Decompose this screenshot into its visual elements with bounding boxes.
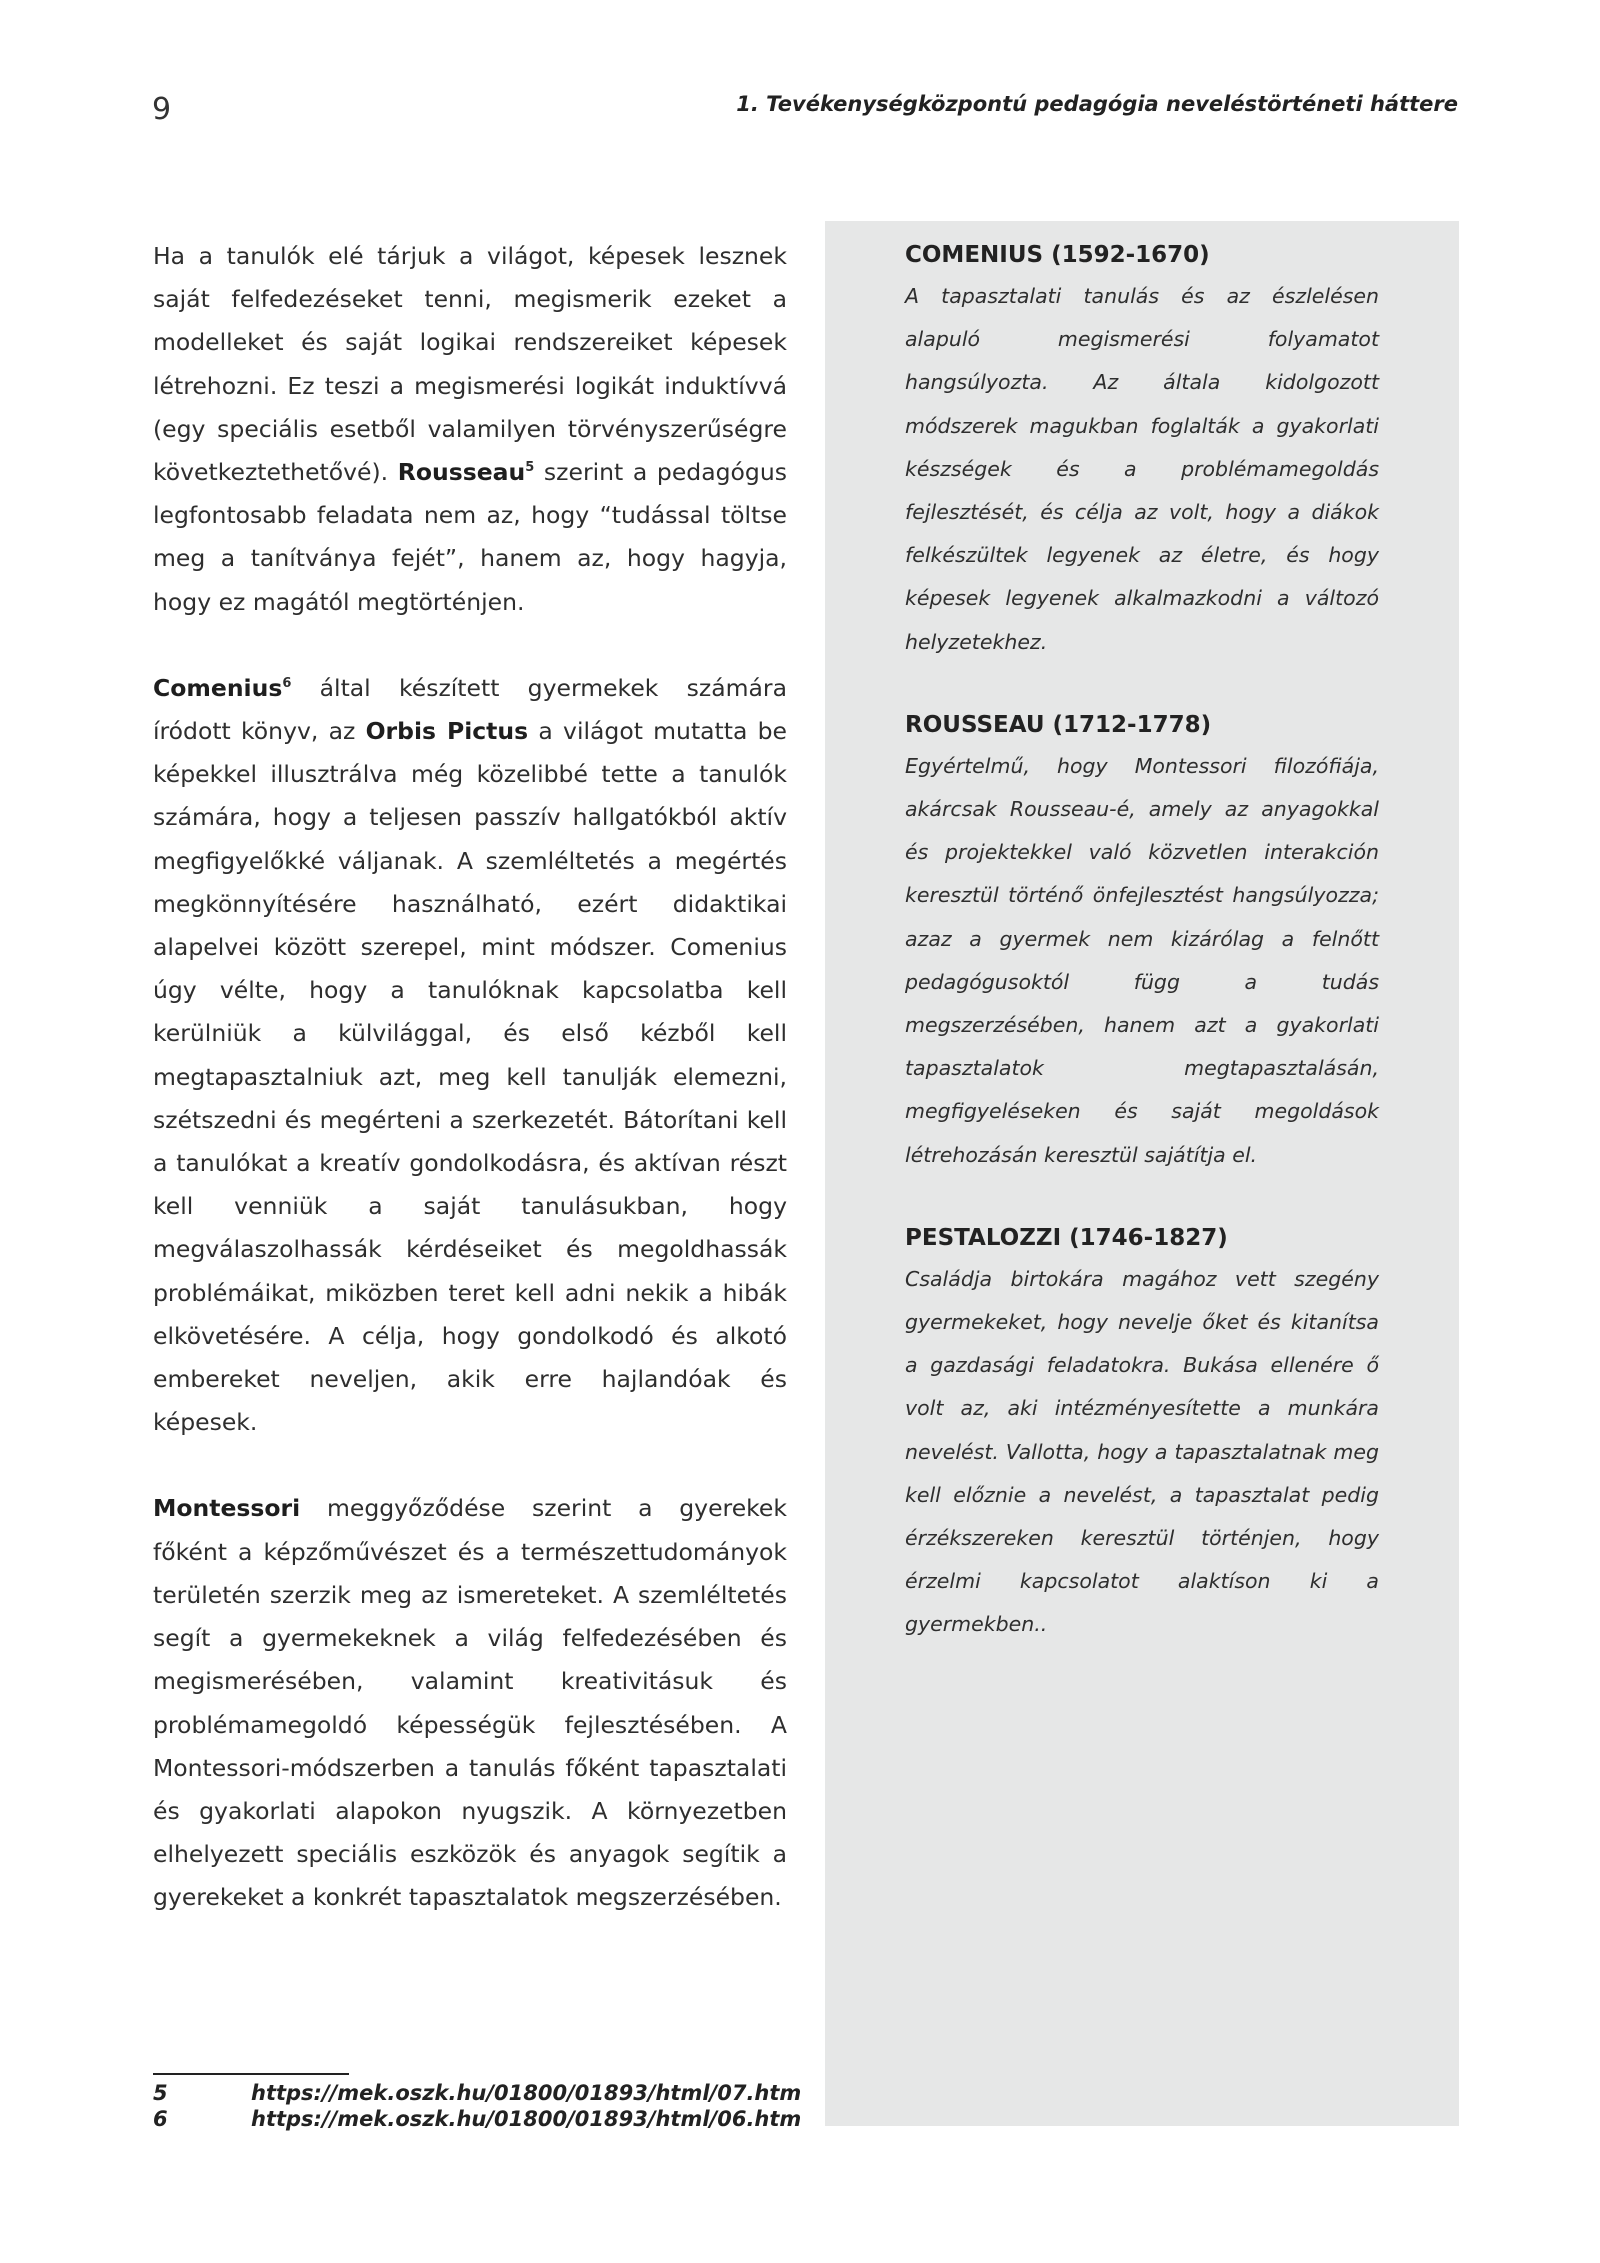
paragraph-text: Ha a tanulók elé tárjuk a világot, képesek lesznek saját felfedezéseket tenni, megismerik ezeket a modelleket és saját logikai rendszereiket képesek létrehozni. Ez teszi a megismerési logikát induktívvá (egy speciális esetből valamilyen törvényszerűségre következtethetővé). (153, 242, 787, 487)
footnote-ref[interactable]: 5 (525, 460, 535, 476)
footnote-item (153, 2080, 801, 2106)
book-title: Orbis Pictus (365, 717, 529, 746)
sidebar-title-rousseau: ROUSSEAU (1712-1778) (905, 711, 1212, 738)
footnote-link[interactable]: https://mek.oszk.hu/01800/01893/html/06.htm (251, 2107, 802, 2131)
sidebar-text-rousseau: Egyértelmű, hogy Montessori filozófiája, akárcsak Rousseau-é, amely az anyagokkal és projektekkel való közvetlen interakción keresztül történő önfejlesztést hangsúlyozza; azaz a gyermek nem kizárólag a felnőtt pedagógusoktól függ a tudás megszerzésében, hanem azt a gyakorlati tapasztalatok megtapasztalásán, megfigyeléseken és saját megoldások létrehozásán keresztül sajátítja el. (905, 753, 1379, 1167)
sidebar-box (825, 221, 1459, 2126)
name-rousseau: Rousseau (397, 458, 526, 487)
footnote-number: 6 (153, 2107, 168, 2131)
footnote-item (153, 2106, 801, 2132)
paragraph-induction (153, 235, 787, 624)
sidebar-title-comenius: COMENIUS (1592-1670) (905, 242, 1210, 268)
paragraph-text: által készített gyermekek számára íródott könyv, az (153, 673, 787, 746)
paragraph-montessori (153, 1487, 787, 1919)
sidebar-text-pestalozzi: Családja birtokára magához vett szegény gyermekeket, hogy nevelje őket és kitanítsa a gazdasági feladatokra. Bukása ellenére ő volt az, aki intézményesítette a munkára nevelést. Vallotta, hogy a tapasztalatnak meg kell előznie a nevelést, a tapasztalat pedig érzékszereken keresztül történjen, hogy érzelmi kapcsolatot alaktíson ki a gyermekben.. (905, 1266, 1379, 1637)
footnote-ref[interactable]: 6 (282, 675, 292, 691)
footnotes (153, 2080, 801, 2132)
footnote-number: 5 (153, 2081, 168, 2105)
footnote-divider (153, 2073, 349, 2075)
paragraph-text: meggyőződése szerint a gyerekek főként a képzőművészet és a természettudományok területén szerzik meg az ismereteket. A szemléltetés segít a gyermekeknek a világ felfedezésében és megismerésében, valamint kreativitásuk és problémamegoldó képességük fejlesztésében. A Montessori-módszerben a tanulás főként tapasztalati és gyakorlati alapokon nyugszik. A környezetben elhelyezett speciális eszközök és anyagok segítik a gyerekeket a konkrét tapasztalatok megszerzésében. (153, 1494, 787, 1912)
name-comenius: Comenius (153, 673, 283, 702)
footnote-link[interactable]: https://mek.oszk.hu/01800/01893/html/07.htm (251, 2081, 802, 2105)
paragraph-text: a világot mutatta be képekkel illusztrálva még közelibbé tette a tanulók számára, hogy a teljesen passzív hallgatókból aktív megfigyelőkké váljanak. A szemléltetés a megértés megkönnyítésére használható, ezért didaktikai alapelvei között szerepel, mint módszer. Comenius úgy vélte, hogy a tanulóknak kapcsolatba kell kerülniük a külvilággal, és első kézből kell megtapasztalniuk azt, meg kell tanulják elemezni, szétszedni és megérteni a szerkezetét. Bátorítani kell a tanulókat a kreatív gondolkodásra, és aktívan részt kell venniük a saját tanulásukban, hogy megválaszolhassák kérdéseiket és megoldhassák problémáikat, miközben teret kell adni nekik a hibák elkövetésére. A célja, hogy gondolkodó és alkotó embereket neveljen, akik erre hajlandóak és képesek. (153, 717, 788, 1437)
name-montessori: Montessori (153, 1494, 301, 1523)
sidebar-text-comenius: A tapasztalati tanulás és az észlelésen alapuló megismerési folyamatot hangsúlyozta. Az általa kidolgozott módszerek magukban foglalták a gyakorlati készségek és a problémamegoldás fejlesztését, és célja az volt, hogy a diákok felkészültek legyenek az életre, és hogy képesek legyenek alkalmazkodni a változó helyzetekhez. (905, 284, 1379, 654)
running-header: 1. Tevékenységközpontú pedagógia neveléstörténeti háttere (736, 92, 1458, 116)
page-number: 9 (152, 92, 172, 127)
paragraph-comenius (153, 667, 787, 1445)
main-text-column (153, 235, 787, 1963)
paragraph-text: szerint a pedagógus legfontosabb feladata nem az, hogy “tudással töltse meg a tanítványa fejét”, hanem az, hogy hagyja, hogy ez magától megtörténjen. (153, 458, 787, 616)
sidebar-title-pestalozzi: PESTALOZZI (1746-1827) (905, 1224, 1228, 1251)
